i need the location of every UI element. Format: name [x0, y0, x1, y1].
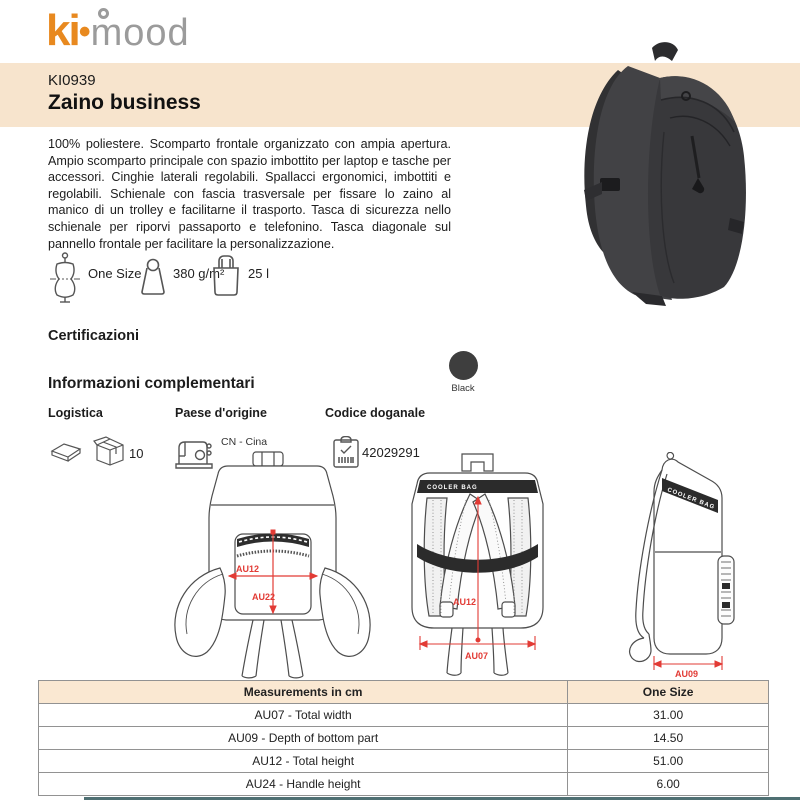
table-row — [39, 704, 769, 727]
measure-value: 6.00 — [568, 773, 769, 796]
product-description: 100% poliestere. Scomparto frontale organizzato con ampia apertura. Ampio scomparto principale con spazio imbottito per laptop e tasche per accessori. Cinghie laterali regolabili. Spallacci ergonomici, imbottiti e regolabili. Schienale con fascia trasversale per fissare lo zaino al manico di un trolley e facilitarne il trasporto. Tasca di sicurezza nello schienale per riporvi passaporto e telefonino. Tasca diagonale sul pannello frontale per facilitare la personalizzazione. — [48, 137, 451, 251]
certifications-heading: Certificazioni — [48, 328, 140, 344]
swatch-label: Black — [451, 383, 475, 394]
customs-code: 42029291 — [362, 445, 420, 460]
measure-value: 14.50 — [568, 727, 769, 750]
back-h-measure-label: AU07 — [465, 651, 489, 661]
technical-drawing-back — [400, 452, 555, 678]
measure-name: AU09 - Depth of bottom part — [39, 727, 568, 750]
table-header-measurements: Measurements in cm — [39, 681, 568, 704]
carton-qty: 10 — [129, 446, 144, 461]
side-h-measure-label: AU09 — [675, 669, 699, 679]
measure-value: 31.00 — [568, 704, 769, 727]
table-header-one-size: One Size — [568, 681, 769, 704]
carton-box-icon — [93, 436, 127, 466]
measure-name: AU24 - Handle height — [39, 773, 568, 796]
table-row — [39, 750, 769, 773]
weight-label: 380 g/m² — [173, 266, 225, 281]
weight-icon — [138, 258, 168, 296]
measurements-table — [38, 680, 769, 796]
size-label: One Size — [88, 266, 142, 281]
product-photo-backpack — [540, 40, 768, 312]
logo-dot: • — [78, 13, 91, 51]
front-v-measure-label: AU22 — [252, 592, 276, 602]
customs-heading: Codice doganale — [325, 406, 426, 420]
logistics-heading: Logistica — [48, 406, 103, 420]
measure-value: 51.00 — [568, 750, 769, 773]
flat-box-icon — [50, 441, 82, 463]
logo-ki-text: ki — [46, 6, 79, 55]
brand-logo — [46, 6, 190, 62]
color-swatch-black[interactable] — [441, 351, 485, 394]
product-sku: KI0939 — [48, 72, 96, 89]
measure-name: AU12 - Total height — [39, 750, 568, 773]
front-h-measure-label: AU12 — [236, 564, 260, 574]
origin-heading: Paese d'origine — [175, 406, 267, 420]
swatch-circle[interactable] — [449, 351, 478, 380]
technical-drawing-side — [618, 452, 773, 680]
logo-ring-icon — [98, 8, 109, 19]
origin-value: CN - Cina — [221, 436, 268, 448]
mannequin-icon — [48, 252, 82, 304]
measure-name: AU07 - Total width — [39, 704, 568, 727]
table-row — [39, 727, 769, 750]
complementary-heading: Informazioni complementari — [48, 375, 255, 392]
back-band-text: COOLER BAG — [427, 485, 478, 491]
side-band-text: COOLER BAG — [666, 487, 716, 512]
table-row — [39, 773, 769, 796]
volume-label: 25 l — [248, 266, 269, 281]
table-header-row — [39, 681, 769, 704]
back-v-measure-label: AU12 — [453, 597, 477, 607]
technical-drawing-front — [165, 450, 380, 680]
logo-mood-text: mood — [90, 12, 190, 54]
page-title: Zaino business — [48, 91, 201, 114]
volume-bag-icon — [210, 254, 242, 296]
